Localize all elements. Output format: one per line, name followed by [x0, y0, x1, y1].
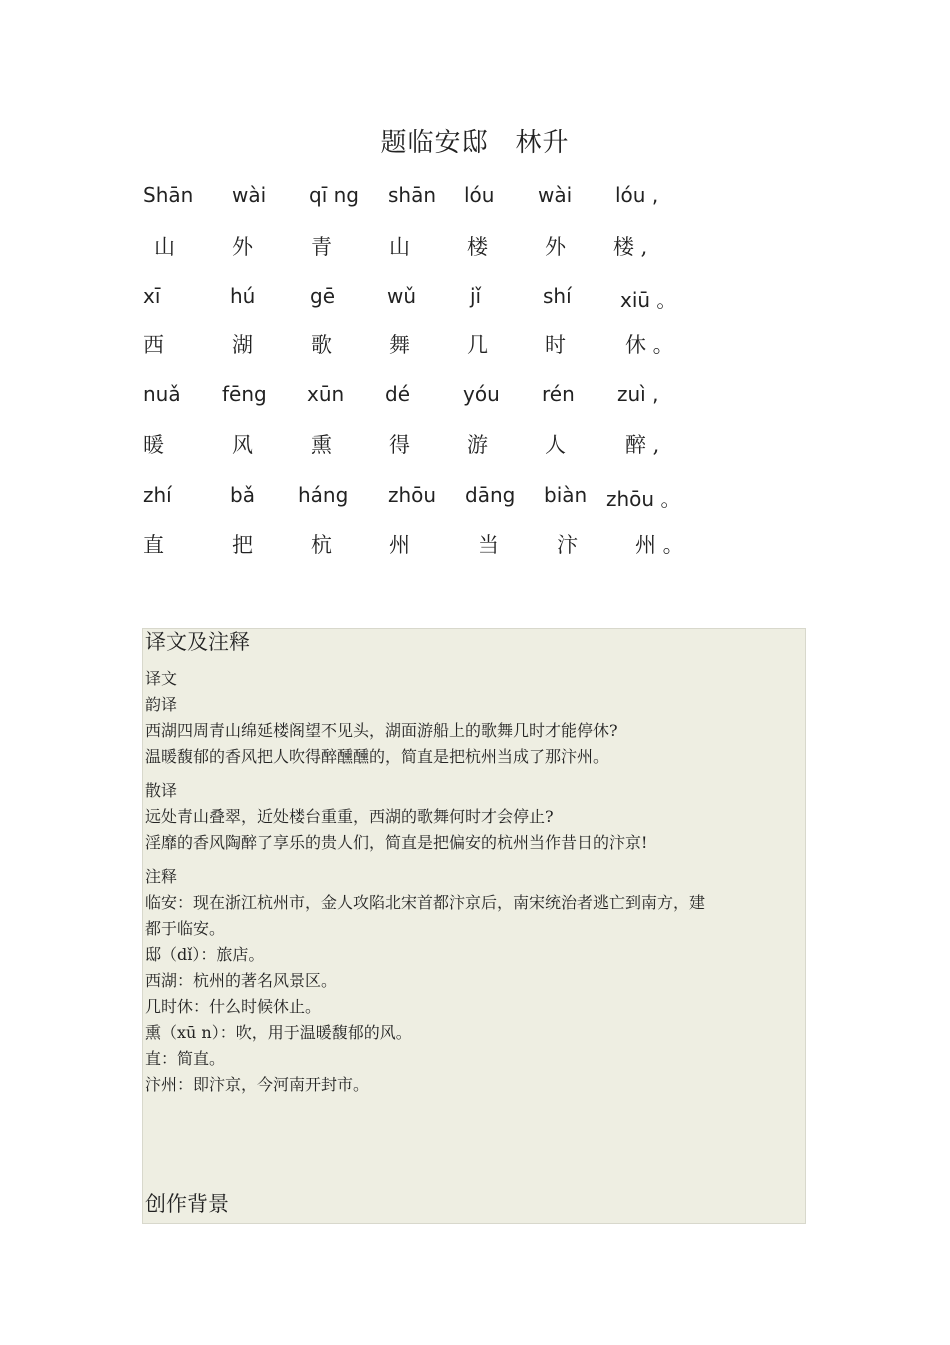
pinyin-syllable: hú: [230, 284, 256, 308]
pinyin-syllable: fēng: [222, 382, 267, 406]
hanzi-char: 休 。: [625, 333, 674, 357]
hanzi-char: 汴: [557, 533, 578, 557]
hanzi-char: 西: [143, 333, 164, 357]
pinyin-syllable: shí: [543, 284, 572, 308]
pinyin-syllable: jǐ: [470, 284, 482, 308]
hanzi-char: 直: [143, 533, 164, 557]
translation-notes-panel: [142, 628, 806, 1224]
note-line: 都于临安。: [145, 919, 226, 938]
pinyin-syllable: xī: [143, 284, 161, 308]
hanzi-char: 风: [232, 433, 253, 457]
label-notes: 注释: [145, 867, 178, 886]
hanzi-char: 杭: [311, 533, 332, 557]
label-translation: 译文: [145, 669, 178, 688]
pinyin-syllable: biàn: [544, 483, 588, 507]
prose-line: 远处青山叠翠，近处楼台重重，西湖的歌舞何时才会停止?: [145, 807, 554, 826]
hanzi-char: 当: [478, 533, 499, 557]
hanzi-char: 熏: [311, 433, 332, 457]
hanzi-char: 得: [389, 433, 410, 457]
pinyin-syllable: bǎ: [230, 483, 255, 507]
pinyin-syllable: wài: [232, 183, 267, 207]
hanzi-char: 楼 ,: [613, 235, 648, 259]
note-line: 熏（xū n）：吹，用于温暖馥郁的风。: [145, 1023, 412, 1042]
hanzi-char: 把: [232, 533, 253, 557]
note-line: 西湖：杭州的著名风景区。: [145, 971, 338, 990]
hanzi-char: 山: [154, 235, 175, 259]
hanzi-char: 歌: [311, 333, 332, 357]
pinyin-syllable: wài: [538, 183, 573, 207]
note-line: 直：简直。: [145, 1049, 226, 1068]
hanzi-char: 暖: [143, 433, 164, 457]
pinyin-syllable: dāng: [465, 483, 516, 507]
note-line: 汴州：即汴京，今河南开封市。: [145, 1075, 370, 1094]
pinyin-syllable: gē: [310, 284, 335, 308]
pinyin-syllable: zhí: [143, 483, 172, 507]
hanzi-char: 时: [545, 333, 566, 357]
hanzi-char: 青: [311, 235, 332, 259]
rhymed-line: 西湖四周青山绵延楼阁望不见头，湖面游船上的歌舞几时才能停休?: [145, 721, 618, 740]
pinyin-syllable: zuì ,: [617, 382, 659, 406]
pinyin-syllable: wǔ: [387, 284, 417, 308]
pinyin-syllable: háng: [298, 483, 349, 507]
pinyin-syllable: dé: [385, 382, 410, 406]
note-line: 几时休：什么时候休止。: [145, 997, 322, 1016]
pinyin-syllable: xūn: [307, 382, 345, 406]
hanzi-char: 州 。: [635, 533, 684, 557]
pinyin-syllable: Shān: [143, 183, 194, 207]
hanzi-char: 人: [545, 433, 566, 457]
section-heading-background: 创作背景: [145, 1192, 229, 1216]
hanzi-char: 舞: [389, 333, 410, 357]
hanzi-char: 醉 ,: [625, 433, 660, 457]
pinyin-syllable: qī ng: [309, 183, 359, 207]
pinyin-syllable: rén: [542, 382, 575, 406]
hanzi-char: 外: [545, 235, 566, 259]
hanzi-char: 游: [467, 433, 488, 457]
pinyin-syllable: zhōu: [388, 483, 437, 507]
hanzi-char: 几: [467, 333, 488, 357]
pinyin-syllable: zhōu 。: [606, 487, 681, 511]
pinyin-syllable: yóu: [463, 382, 500, 406]
hanzi-char: 外: [232, 235, 253, 259]
label-rhymed-translation: 韵译: [145, 695, 178, 714]
hanzi-char: 山: [389, 235, 410, 259]
poem-title: 题临安邸 林升: [380, 128, 570, 158]
hanzi-char: 州: [389, 533, 410, 557]
note-line: 临安：现在浙江杭州市，金人攻陷北宋首都汴京后，南宋统治者逃亡到南方，建: [145, 893, 706, 912]
pinyin-syllable: xiū 。: [620, 288, 677, 312]
pinyin-syllable: lóu ,: [615, 183, 659, 207]
pinyin-syllable: nuǎ: [143, 382, 181, 406]
pinyin-syllable: shān: [388, 183, 437, 207]
note-line: 邸（dǐ）：旅店。: [145, 945, 265, 964]
section-heading-translation-notes: 译文及注释: [145, 630, 250, 654]
label-prose-translation: 散译: [145, 781, 178, 800]
rhymed-line: 温暖馥郁的香风把人吹得醉醺醺的，简直是把杭州当成了那汴州。: [145, 747, 610, 766]
hanzi-char: 楼: [467, 235, 488, 259]
pinyin-syllable: lóu: [464, 183, 495, 207]
hanzi-char: 湖: [232, 333, 253, 357]
prose-line: 淫靡的香风陶醉了享乐的贵人们，简直是把偏安的杭州当作昔日的汴京!: [145, 833, 648, 852]
